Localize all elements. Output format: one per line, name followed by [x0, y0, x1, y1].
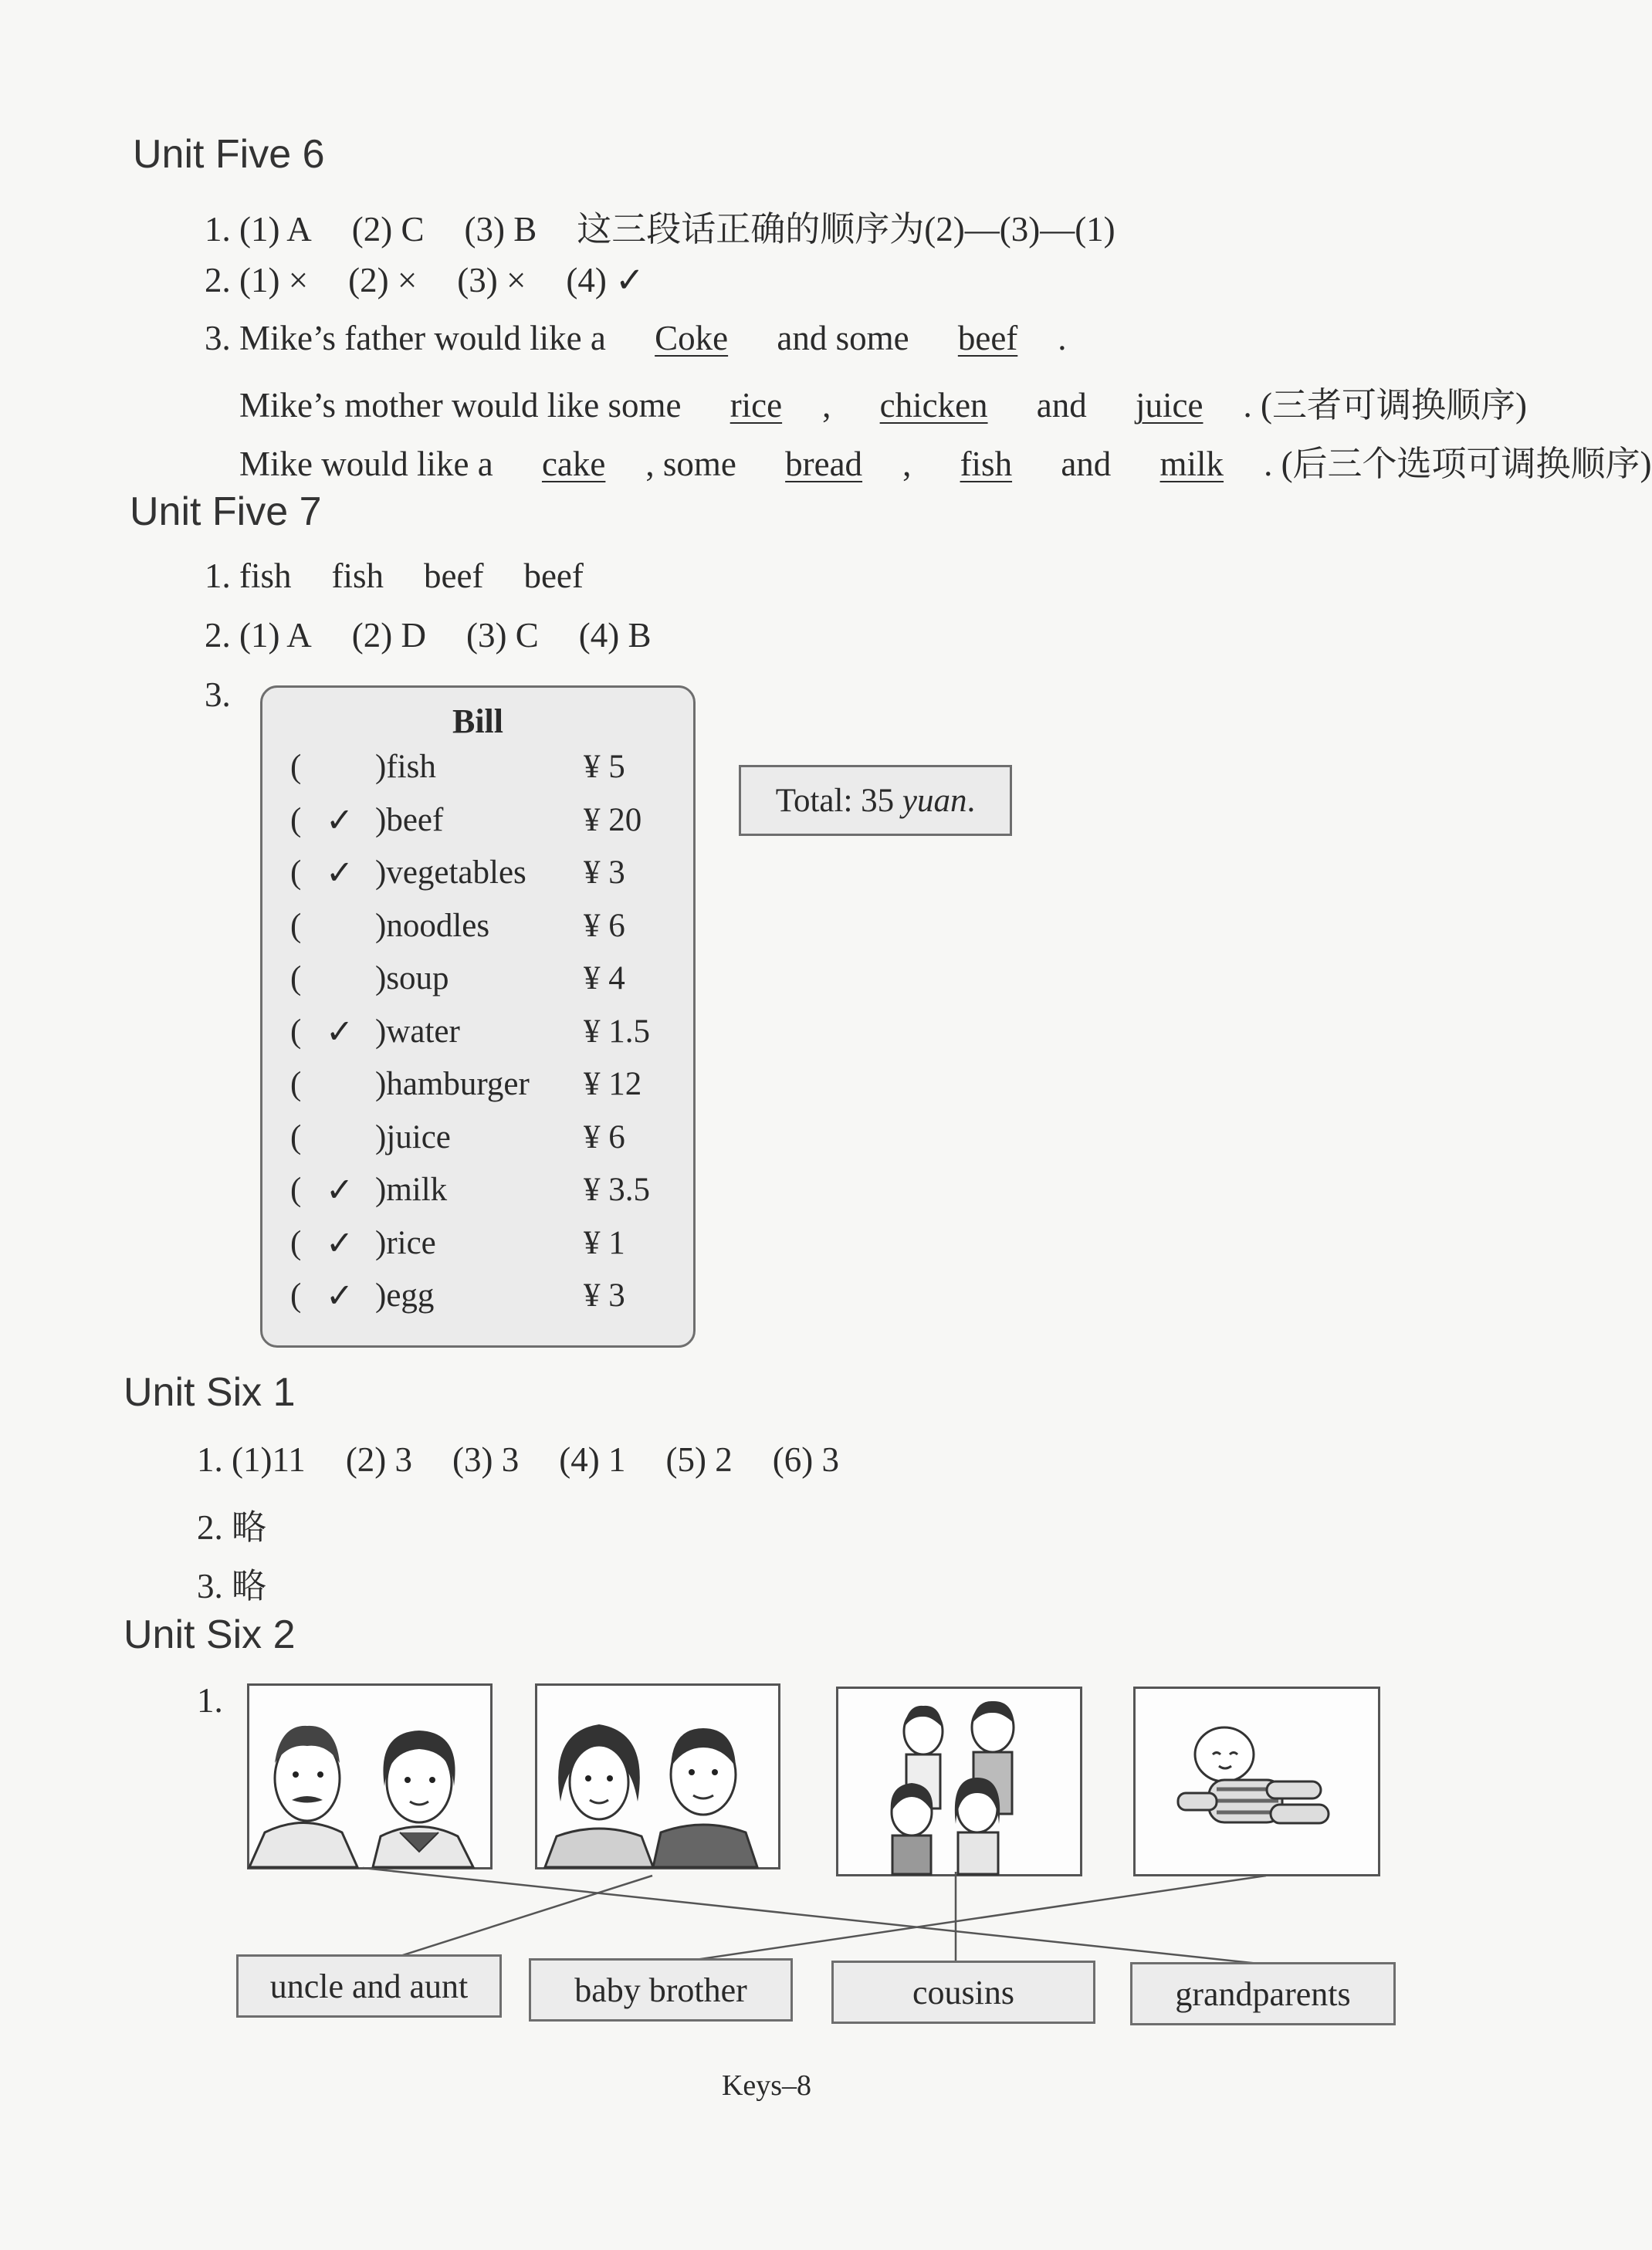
u56-q3-line3: Mike would like a cake , some bread , fish and milk . (后三个选项可调换顺序) [239, 445, 1652, 483]
check-mark: ✓ [326, 1172, 354, 1209]
bill-title: Bill [452, 702, 504, 740]
open-paren: ( [290, 1066, 302, 1102]
u56-q2: 2. (1) × (2) × (3) × (4) ✓ [205, 261, 645, 299]
bill-price: ¥ 6 [584, 1118, 625, 1155]
check-mark: ✓ [326, 855, 354, 892]
u62-q1-number: 1. [197, 1681, 223, 1720]
u56-q3-line2: Mike’s mother would like some rice , chicken and juice . (三者可调换顺序) [239, 386, 1527, 425]
open-paren: ( [290, 801, 302, 838]
unit-five-7-title: Unit Five 7 [130, 489, 322, 534]
bill-item: )hamburger [375, 1066, 530, 1102]
bill-item: )milk [375, 1172, 448, 1208]
open-paren: ( [290, 907, 302, 944]
check-mark: ✓ [326, 1013, 354, 1051]
u61-q1: 1. (1)11 (2) 3 (3) 3 (4) 1 (5) 2 (6) 3 [197, 1440, 839, 1479]
label-uncle-and-aunt: uncle and aunt [236, 1954, 502, 2018]
u57-q2: 2. (1) A (2) D (3) C (4) B [205, 616, 652, 655]
u57-q1: 1. fish fish beef beef [205, 557, 584, 595]
label-cousins: cousins [831, 1961, 1095, 2024]
line-grandparents [363, 1868, 1266, 1964]
bill-item: )rice [375, 1224, 436, 1261]
u57-q3-number: 3. [205, 675, 231, 714]
bill-item: )vegetables [375, 854, 526, 891]
open-paren: ( [290, 749, 302, 785]
u61-q2: 2. 略 [197, 1508, 267, 1547]
total-box: Total: 35 yuan . [739, 765, 1012, 836]
check-mark: ✓ [326, 1278, 354, 1314]
open-paren: ( [290, 1277, 302, 1314]
bill-item: )juice [375, 1118, 451, 1155]
label-grandparents: grandparents [1130, 1962, 1396, 2025]
bill-item: )water [375, 1013, 460, 1050]
bill-price: ¥ 1 [584, 1224, 625, 1261]
line-baby-brother [664, 1876, 1266, 1964]
bill-price: ¥ 3.5 [584, 1172, 650, 1208]
open-paren: ( [290, 1013, 302, 1050]
check-mark: ✓ [326, 1225, 354, 1262]
bill-item: )beef [375, 801, 444, 838]
open-paren: ( [290, 1224, 302, 1261]
unit-five-6-title: Unit Five 6 [133, 132, 325, 177]
open-paren: ( [290, 960, 302, 996]
bill-item: )soup [375, 960, 449, 996]
unit-six-1-title: Unit Six 1 [124, 1370, 296, 1415]
u56-q1: 1. (1) A (2) C (3) B 这三段话正确的顺序为(2)—(3)—(1) [205, 210, 1115, 249]
bill-price: ¥ 12 [584, 1066, 642, 1102]
line-uncle-aunt [386, 1876, 652, 1961]
bill-price: ¥ 3 [584, 854, 625, 891]
bill-item: )noodles [375, 907, 490, 944]
bill-item: )fish [375, 749, 436, 785]
bill-item: )egg [375, 1277, 435, 1314]
open-paren: ( [290, 1172, 302, 1208]
label-baby-brother: baby brother [529, 1958, 793, 2022]
bill-price: ¥ 4 [584, 960, 625, 996]
bill-price: ¥ 6 [584, 907, 625, 944]
bill-price: ¥ 3 [584, 1277, 625, 1314]
open-paren: ( [290, 854, 302, 891]
bill-price: ¥ 1.5 [584, 1013, 650, 1050]
u61-q3: 3. 略 [197, 1567, 267, 1605]
bill-price: ¥ 5 [584, 749, 625, 785]
page-footer: Keys–8 [721, 2069, 812, 2102]
u56-q3-line1: 3. Mike’s father would like a Coke and some beef . [205, 319, 1067, 357]
unit-six-2-title: Unit Six 2 [124, 1612, 296, 1657]
open-paren: ( [290, 1118, 302, 1155]
check-mark: ✓ [326, 802, 354, 839]
bill-price: ¥ 20 [584, 801, 642, 838]
